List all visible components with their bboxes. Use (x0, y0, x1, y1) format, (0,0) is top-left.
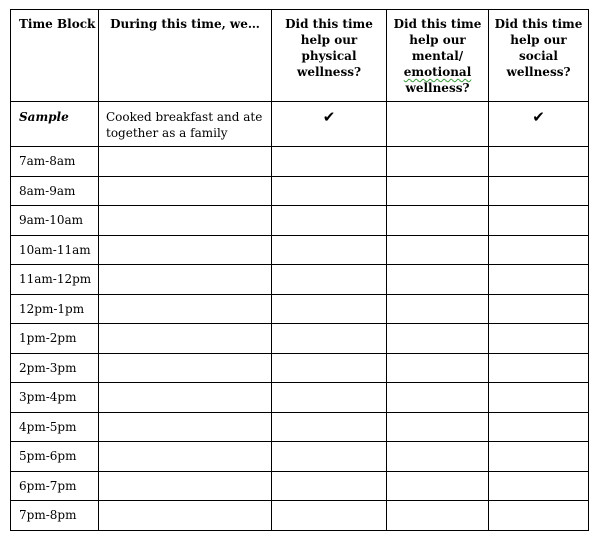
header-line: social (519, 49, 558, 63)
time-block-row (11, 383, 589, 413)
time-block-label: 7pm-8pm (11, 501, 99, 531)
social-cell[interactable] (489, 412, 589, 442)
header-line (387, 64, 488, 80)
physical-cell[interactable] (272, 383, 387, 413)
social-cell[interactable] (489, 383, 589, 413)
time-block-row (11, 471, 589, 501)
sample-label: Sample (11, 102, 99, 147)
time-block-row (11, 442, 589, 472)
social-cell[interactable] (489, 353, 589, 383)
sample-mental-cell (387, 102, 489, 147)
mental-cell[interactable] (387, 442, 489, 472)
time-block-row (11, 412, 589, 442)
header-line: mental/ (411, 49, 464, 63)
social-cell[interactable] (489, 294, 589, 324)
time-block-row (11, 294, 589, 324)
physical-cell[interactable] (272, 265, 387, 295)
time-block-label: 10am-11am (11, 235, 99, 265)
social-cell[interactable] (489, 147, 589, 177)
time-block-label: 1pm-2pm (11, 324, 99, 354)
header-activity (99, 10, 272, 102)
header-line: help our (409, 33, 466, 47)
time-block-label: 6pm-7pm (11, 471, 99, 501)
header-line: help our (510, 33, 567, 47)
social-cell[interactable] (489, 265, 589, 295)
time-block-label: 9am-10am (11, 206, 99, 236)
time-block-row (11, 176, 589, 206)
activity-cell[interactable] (99, 383, 272, 413)
time-block-row (11, 265, 589, 295)
activity-cell[interactable] (99, 176, 272, 206)
physical-cell[interactable] (272, 324, 387, 354)
activity-cell[interactable] (99, 324, 272, 354)
social-cell[interactable] (489, 206, 589, 236)
social-cell[interactable] (489, 324, 589, 354)
mental-cell[interactable] (387, 412, 489, 442)
sample-physical-check: ✔ (272, 102, 387, 147)
sample-description: Cooked breakfast and ate together as a family (99, 102, 272, 147)
time-block-row (11, 501, 589, 531)
time-block-label: 3pm-4pm (11, 383, 99, 413)
physical-cell[interactable] (272, 235, 387, 265)
activity-cell[interactable] (99, 265, 272, 295)
header-line: help our (300, 33, 358, 47)
header-physical (272, 10, 387, 102)
header-mental (387, 10, 489, 102)
time-block-row (11, 147, 589, 177)
header-line: Did this time (494, 17, 583, 31)
sample-social-check: ✔ (489, 102, 589, 147)
activity-cell[interactable] (99, 235, 272, 265)
header-line: During this time, we… (110, 17, 260, 31)
sample-row (11, 102, 589, 147)
header-line: wellness? (405, 81, 470, 95)
physical-cell[interactable] (272, 147, 387, 177)
time-block-row (11, 324, 589, 354)
activity-cell[interactable] (99, 206, 272, 236)
physical-cell[interactable] (272, 412, 387, 442)
mental-cell[interactable] (387, 176, 489, 206)
activity-cell[interactable] (99, 147, 272, 177)
activity-cell[interactable] (99, 294, 272, 324)
physical-cell[interactable] (272, 353, 387, 383)
social-cell[interactable] (489, 501, 589, 531)
header-social (489, 10, 589, 102)
physical-cell[interactable] (272, 471, 387, 501)
spellcheck-word: emotional (403, 65, 472, 79)
header-row (11, 10, 589, 102)
mental-cell[interactable] (387, 235, 489, 265)
mental-cell[interactable] (387, 206, 489, 236)
mental-cell[interactable] (387, 324, 489, 354)
physical-cell[interactable] (272, 294, 387, 324)
header-line: wellness? (506, 65, 571, 79)
time-block-label: 7am-8am (11, 147, 99, 177)
time-block-label: 8am-9am (11, 176, 99, 206)
wellness-time-block-table (10, 9, 589, 531)
mental-cell[interactable] (387, 471, 489, 501)
mental-cell[interactable] (387, 383, 489, 413)
mental-cell[interactable] (387, 147, 489, 177)
social-cell[interactable] (489, 235, 589, 265)
activity-cell[interactable] (99, 353, 272, 383)
time-block-row (11, 206, 589, 236)
social-cell[interactable] (489, 176, 589, 206)
header-line: Did this time (393, 17, 482, 31)
activity-cell[interactable] (99, 471, 272, 501)
activity-cell[interactable] (99, 501, 272, 531)
mental-cell[interactable] (387, 265, 489, 295)
time-block-label: 12pm-1pm (11, 294, 99, 324)
time-block-label: 4pm-5pm (11, 412, 99, 442)
mental-cell[interactable] (387, 501, 489, 531)
time-block-row (11, 353, 589, 383)
mental-cell[interactable] (387, 294, 489, 324)
mental-cell[interactable] (387, 353, 489, 383)
header-line: Time Block (19, 17, 96, 31)
activity-cell[interactable] (99, 412, 272, 442)
time-block-row (11, 235, 589, 265)
social-cell[interactable] (489, 471, 589, 501)
time-block-label: 5pm-6pm (11, 442, 99, 472)
time-block-label: 11am-12pm (11, 265, 99, 295)
time-block-label: 2pm-3pm (11, 353, 99, 383)
header-line: Did this time (285, 17, 373, 31)
header-line: physical (301, 49, 357, 63)
header-line: wellness? (297, 65, 361, 79)
physical-cell[interactable] (272, 176, 387, 206)
header-time-block (11, 10, 99, 102)
physical-cell[interactable] (272, 442, 387, 472)
social-cell[interactable] (489, 442, 589, 472)
physical-cell[interactable] (272, 501, 387, 531)
physical-cell[interactable] (272, 206, 387, 236)
activity-cell[interactable] (99, 442, 272, 472)
